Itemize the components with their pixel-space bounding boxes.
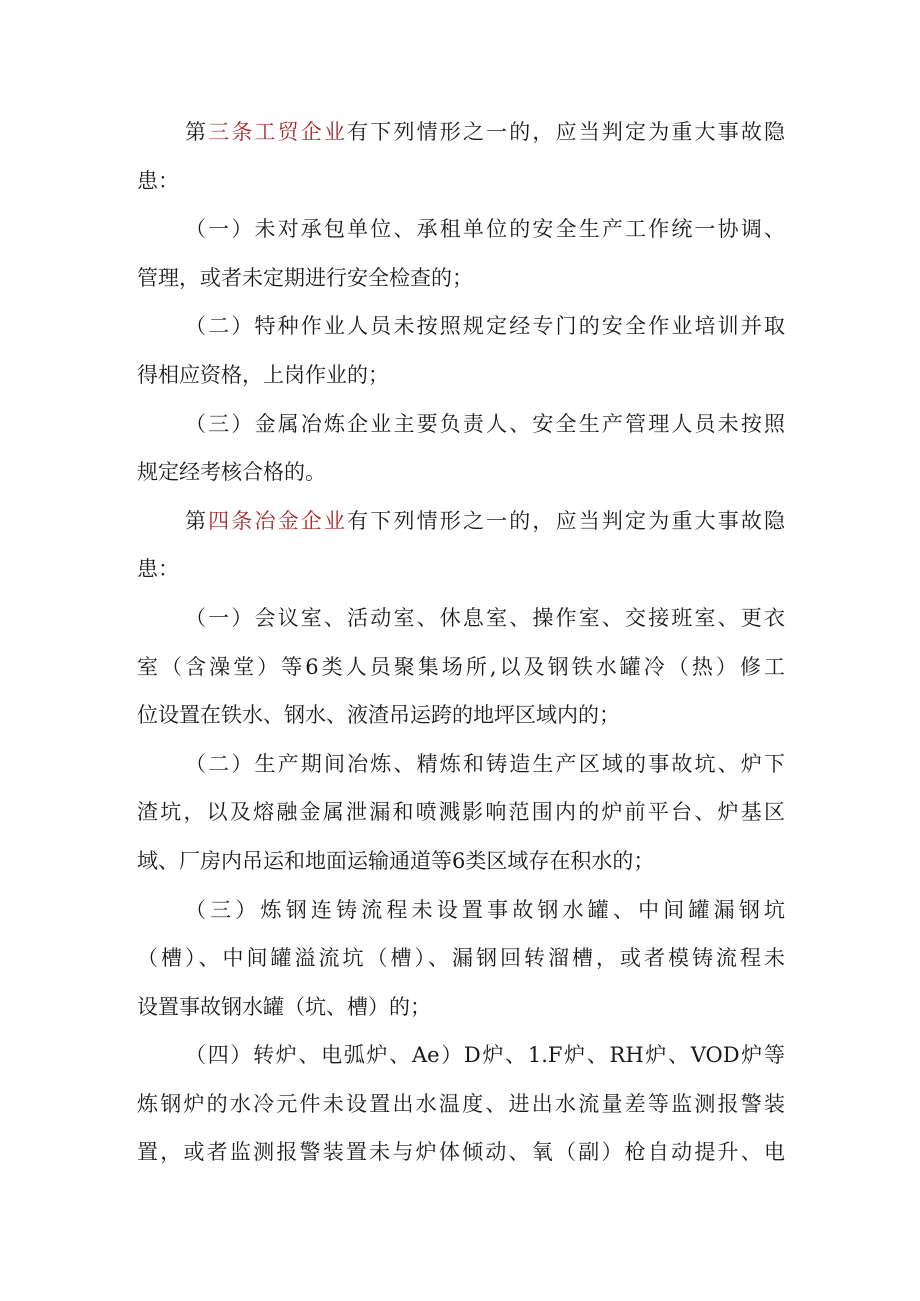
article3-item3-line2: 规定经考核合格的。 bbox=[137, 460, 326, 485]
article3-line1-rest: 有下列情形之一的，应当判定为重大事故隐 bbox=[347, 120, 786, 144]
article3-item3-line1: （三）金属冶炼企业主要负责人、安全生产管理人员未按照 bbox=[185, 411, 785, 436]
article4-item3-line2: （槽）、中间罐溢流坑（槽）、漏钢回转溜槽，或者模铸流程未 bbox=[137, 946, 785, 971]
article4-line1 bbox=[137, 497, 785, 546]
article4-item1-line2: 室（含澡堂）等6类人员聚集场所,以及钢铁水罐冷（热）修工 bbox=[137, 654, 785, 679]
article4-line2: 患： bbox=[137, 557, 179, 582]
article4-item4-line1: （四）转炉、电弧炉、Ae）D炉、1.F炉、RH炉、VOD炉等 bbox=[185, 1043, 785, 1068]
article3-line1 bbox=[137, 108, 785, 157]
article4-item3-line3: 设置事故钢水罐（坑、槽）的； bbox=[137, 994, 431, 1019]
article4-prefix: 第 bbox=[185, 508, 209, 533]
article3-line2: 患： bbox=[137, 168, 179, 193]
article4-heading: 四条冶金企业 bbox=[208, 508, 348, 533]
article4-line1-rest: 有下列情形之一的，应当判定为重大事故隐 bbox=[347, 508, 786, 533]
article3-item1-line1: （一）未对承包单位、承租单位的安全生产工作统一协调、 bbox=[185, 217, 785, 242]
article4-item2-line2: 渣坑，以及熔融金属泄漏和喷溅影响范围内的炉前平台、炉基区 bbox=[137, 800, 785, 825]
article4-item1-line1: （一）会议室、活动室、休息室、操作室、交接班室、更衣 bbox=[185, 605, 785, 630]
article3-item1-line2: 管理，或者未定期进行安全检查的； bbox=[137, 265, 473, 290]
article3-item2-line1: （二）特种作业人员未按照规定经专门的安全作业培训并取 bbox=[185, 314, 785, 339]
article3-item2-line2: 得相应资格，上岗作业的； bbox=[137, 362, 389, 387]
article4-item4-line3: 置，或者监测报警装置未与炉体倾动、氧（副）枪自动提升、电 bbox=[137, 1140, 785, 1165]
article4-item1-line3: 位设置在铁水、钢水、液渣吊运跨的地坪区域内的； bbox=[137, 703, 620, 728]
article3-prefix: 第 bbox=[185, 120, 209, 144]
article4-item2-line1: （二）生产期间冶炼、精炼和铸造生产区域的事故坑、炉下 bbox=[185, 751, 785, 776]
article4-item3-line1: （三）炼钢连铸流程未设置事故钢水罐、中间罐漏钢坑 bbox=[185, 897, 785, 922]
document-body bbox=[137, 108, 785, 1177]
article3-heading: 三条工贸企业 bbox=[208, 120, 348, 144]
article4-item4-line2: 炼钢炉的水冷元件未设置出水温度、进出水流量差等监测报警装 bbox=[137, 1091, 785, 1116]
article4-item2-line3: 域、厂房内吊运和地面运输通道等6类区域存在积水的； bbox=[137, 848, 655, 873]
